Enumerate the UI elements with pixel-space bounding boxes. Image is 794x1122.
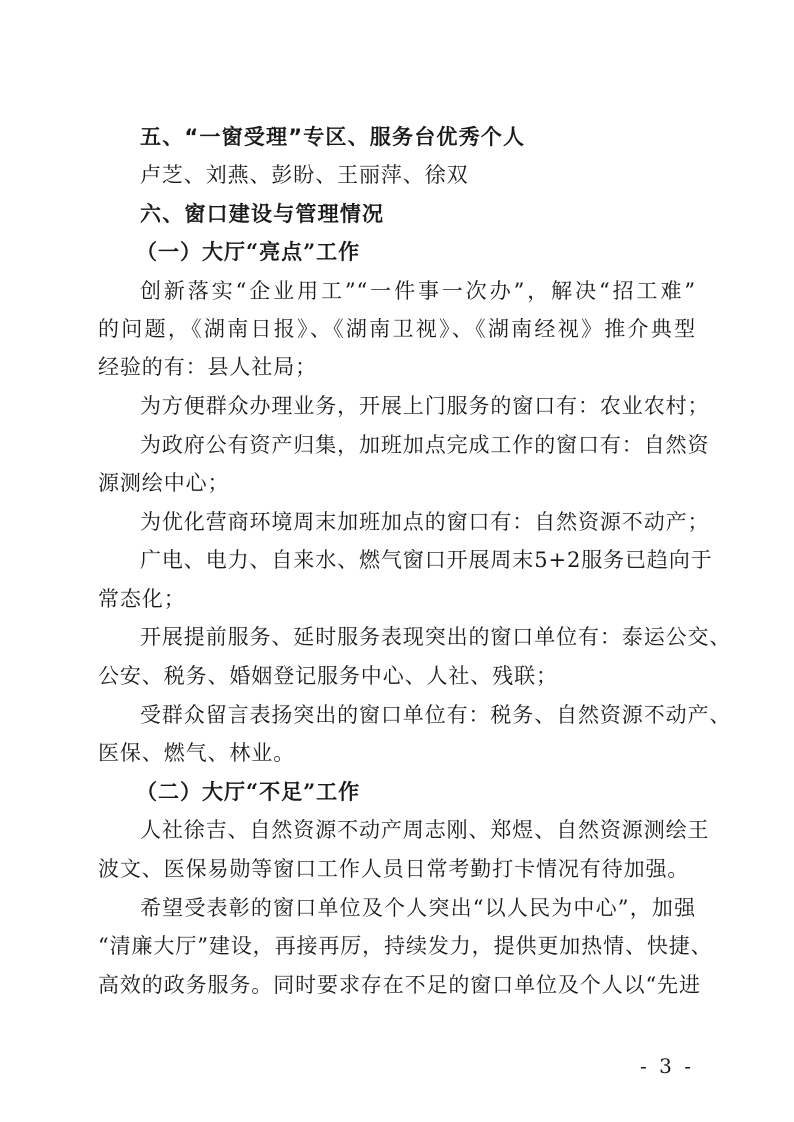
- paragraph-line: 受群众留言表扬突出的窗口单位有：税务、自然资源不动产、: [140, 703, 732, 727]
- paragraph-line: 公安、税务、婚姻登记服务中心、人社、残联；: [98, 664, 558, 688]
- paragraph-line: 广电、电力、自来水、燃气窗口开展周末5+2服务已趋向于: [140, 548, 713, 572]
- paragraph-line: 创新落实“企业用工”“一件事一次办”，解决“招工难”: [140, 279, 696, 303]
- paragraph-line: 为优化营商环境周末加班加点的窗口有：自然资源不动产；: [140, 510, 710, 534]
- paragraph-line: 的问题，《湖南日报》、《湖南卫视》、《湖南经视》推介典型: [98, 317, 696, 341]
- paragraph-line: 源测绘中心；: [98, 471, 230, 495]
- paragraph-line: 为政府公有资产归集，加班加点完成工作的窗口有：自然资: [140, 433, 710, 457]
- paragraph-line: 希望受表彰的窗口单位及个人突出“以人民为中心”，加强: [140, 896, 696, 920]
- paragraph-line: 高效的政务服务。同时要求存在不足的窗口单位及个人以“先进: [98, 973, 701, 997]
- paragraph-line: 人社徐吉、自然资源不动产周志刚、郑煜、自然资源测绘王: [140, 818, 710, 842]
- paragraph-line: 常态化；: [98, 587, 186, 611]
- paragraph-line: “清廉大厅”建设，再接再厉，持续发力，提供更加热情、快捷、: [98, 934, 713, 958]
- subsection-2-title: （二）大厅“不足”工作: [136, 779, 361, 804]
- paragraph-line: 波文、医保易勋等窗口工作人员日常考勤打卡情况有待加强。: [98, 857, 690, 881]
- section-6-heading: 六、窗口建设与管理情况: [140, 202, 385, 226]
- section-5-heading: 五、“一窗受理”专区、服务台优秀个人: [140, 125, 526, 149]
- paragraph-line: 经验的有：县人社局；: [98, 355, 317, 379]
- paragraph-line: 医保、燃气、林业。: [98, 741, 296, 765]
- paragraph-line: 开展提前服务、延时服务表现突出的窗口单位有：泰运公交、: [140, 625, 732, 649]
- subsection-1-title: （一）大厅“亮点”工作: [136, 239, 361, 264]
- section-5-names: 卢芝、刘燕、彭盼、王丽萍、徐双: [140, 163, 469, 187]
- page-number: - 3 -: [640, 1054, 694, 1078]
- paragraph-line: 为方便群众办理业务，开展上门服务的窗口有：农业农村；: [140, 394, 710, 418]
